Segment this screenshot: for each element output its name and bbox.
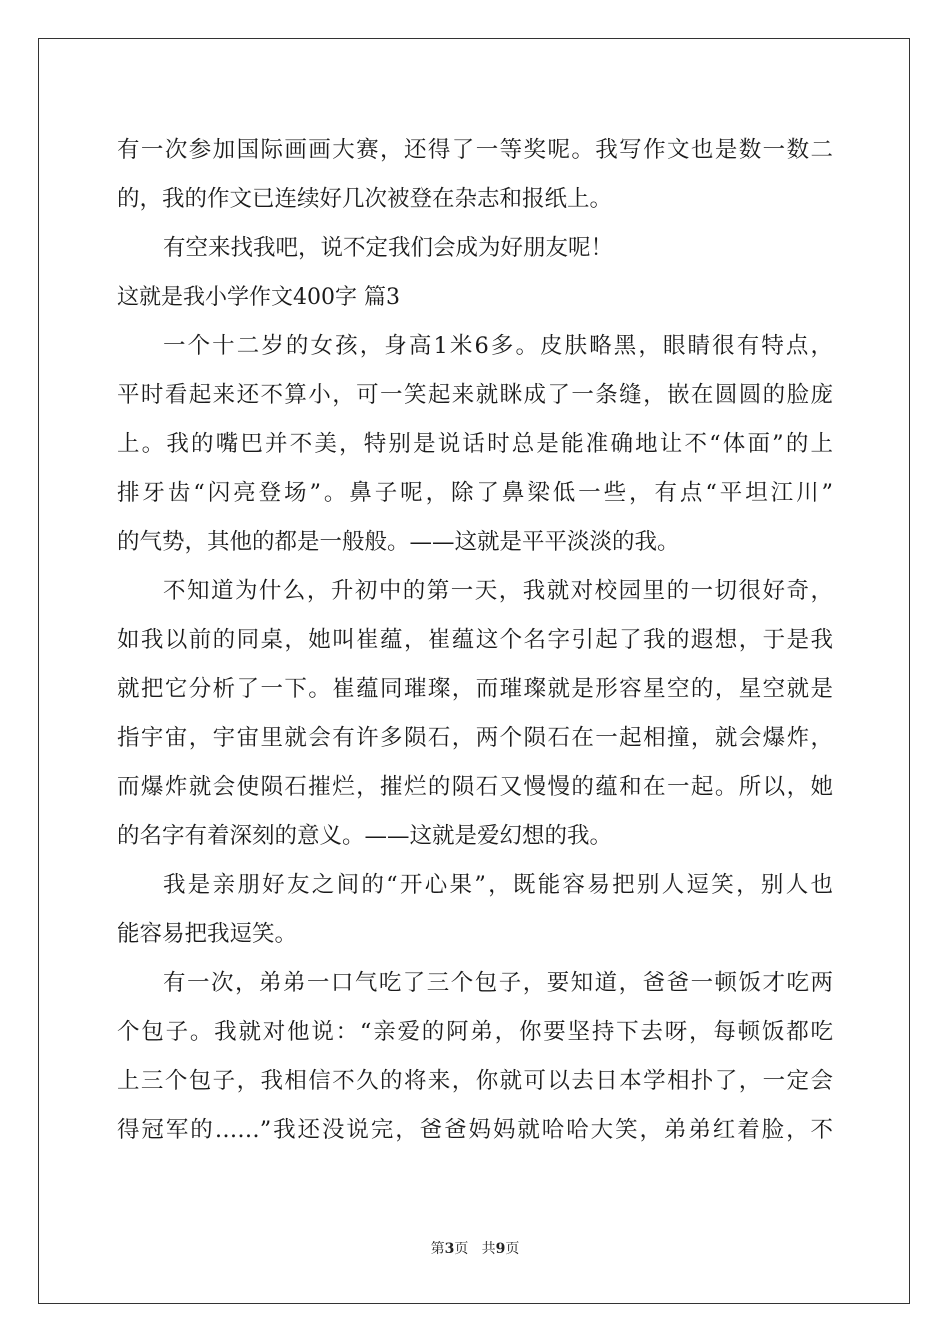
text-line: 得冠军的……”我还没说完，爸爸妈妈就哈哈大笑，弟弟红着脸，不: [117, 1117, 833, 1143]
text-line: 的气势，其他的都是一般般。——这就是平平淡淡的我。: [117, 529, 680, 555]
text-line: 我是亲朋好友之间的“开心果”，既能容易把别人逗笑，别人也: [163, 872, 833, 898]
text-line: 的名字有着深刻的意义。——这就是爱幻想的我。: [117, 823, 613, 849]
text-line: 就把它分析了一下。崔蕴同璀璨，而璀璨就是形容星空的，星空就是: [117, 676, 833, 702]
text-line: 有一次，弟弟一口气吃了三个包子，要知道，爸爸一顿饭才吃两: [163, 970, 833, 996]
text-line: 能容易把我逗笑。: [117, 921, 298, 947]
page-suffix: 页: [454, 1241, 469, 1257]
section-heading: 这就是我小学作文400字 篇3: [117, 285, 400, 310]
text-line: 有一次参加国际画画大赛，还得了一等奖呢。我写作文也是数一数二: [117, 137, 833, 163]
total-pages: 9: [495, 1241, 506, 1257]
text-line: 个包子。我就对他说：“亲爱的阿弟，你要坚持下去呀，每顿饭都吃: [117, 1019, 833, 1045]
text-line: 平时看起来还不算小，可一笑起来就眯成了一条缝，嵌在圆圆的脸庞: [117, 382, 833, 408]
text-line: 上。我的嘴巴并不美，特别是说话时总是能准确地让不“体面”的上: [117, 431, 833, 457]
total-prefix: 共: [481, 1241, 496, 1257]
text-line: 一个十二岁的女孩，身高1米6多。皮肤略黑，眼睛很有特点，: [163, 333, 833, 359]
total-suffix: 页: [505, 1241, 520, 1257]
text-line: 如我以前的同桌，她叫崔蕴，崔蕴这个名字引起了我的遐想，于是我: [117, 627, 833, 653]
text-line: 指宇宙，宇宙里就会有许多陨石，两个陨石在一起相撞，就会爆炸，: [117, 725, 833, 751]
text-line: 而爆炸就会使陨石摧烂，摧烂的陨石又慢慢的蕴和在一起。所以，她: [117, 774, 833, 800]
text-line: 不知道为什么，升初中的第一天，我就对校园里的一切很好奇，: [163, 578, 833, 604]
document-body: [117, 126, 833, 1155]
text-line: 上三个包子，我相信不久的将来，你就可以去日本学相扑了，一定会: [117, 1068, 833, 1094]
text-line: 有空来找我吧，说不定我们会成为好朋友呢！: [163, 235, 614, 261]
page-number: 3: [444, 1241, 455, 1257]
page-prefix: 第: [430, 1241, 445, 1257]
page-footer: [0, 1238, 950, 1258]
text-line: 的，我的作文已连续好几次被登在杂志和报纸上。: [117, 186, 613, 212]
text-line: 排牙齿“闪亮登场”。鼻子呢，除了鼻梁低一些，有点“平坦江川”: [117, 480, 833, 506]
